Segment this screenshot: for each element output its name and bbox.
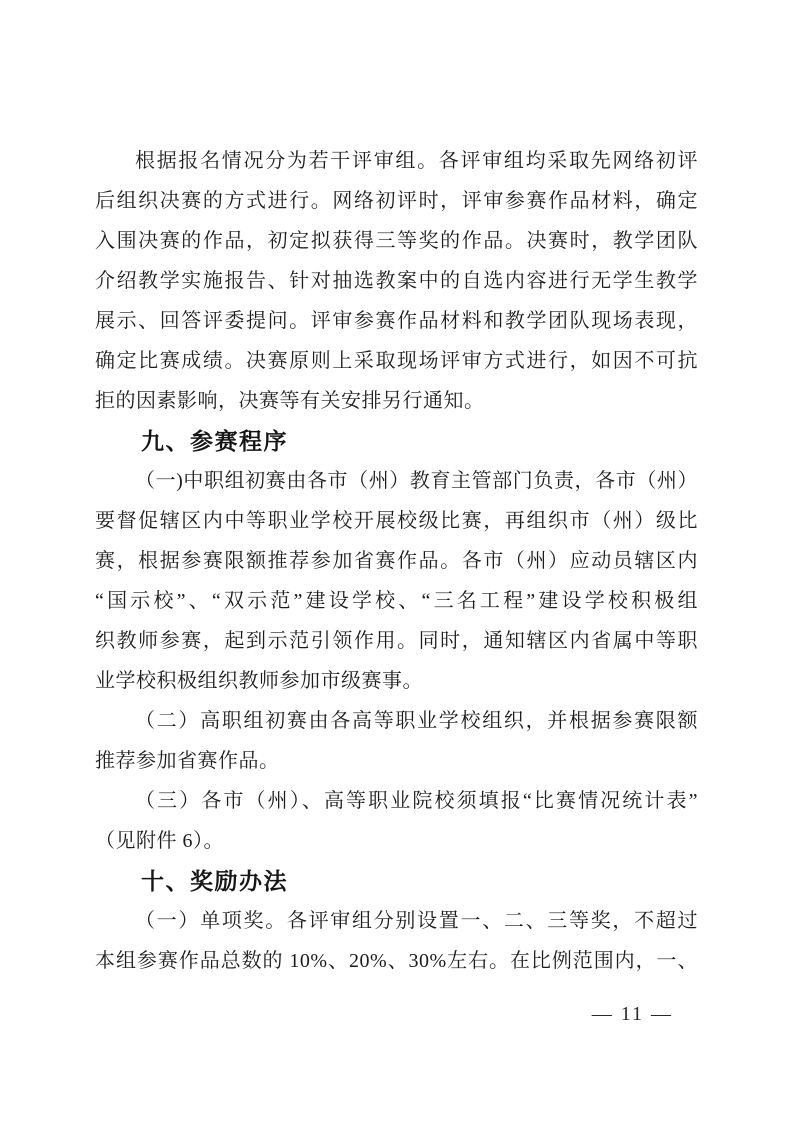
text-line: 确定比赛成绩。决赛原则上采取现场评审方式进行，如因不可抗: [95, 350, 698, 372]
paragraph: [95, 901, 698, 981]
text-line: （二）高职组初赛由各高等职业学校组织，并根据参赛限额: [135, 710, 698, 732]
text-line: 展示、回答评委提问。评审参赛作品材料和教学团队现场表现，: [95, 310, 698, 332]
paragraph: [95, 701, 698, 781]
text-line: 入围决赛的作品，初定拟获得三等奖的作品。决赛时，教学团队: [95, 230, 698, 252]
text-line: “国示校”、“双示范”建设学校、“三名工程”建设学校积极组: [95, 590, 698, 612]
page-number: — 11 —: [591, 1003, 673, 1025]
text-line: （三）各市（州）、高等职业院校须填报“比赛情况统计表”: [135, 790, 698, 812]
text-line: （见附件 6）。: [95, 830, 224, 852]
section-heading-10: 十、奖励办法: [141, 868, 288, 894]
text-line: （一)中职组初赛由各市（州）教育主管部门负责，各市（州）: [135, 470, 698, 492]
paragraph: [95, 141, 698, 421]
text-line: 业学校积极组织教师参加市级赛事。: [95, 670, 423, 692]
paragraph: [95, 461, 698, 701]
section-heading-9: 九、参赛程序: [141, 428, 288, 454]
paragraph: [95, 781, 698, 861]
document-body: [95, 141, 698, 981]
text-line: 介绍教学实施报告、针对抽选教案中的自选内容进行无学生教学: [95, 270, 698, 292]
text-line: （一）单项奖。各评审组分别设置一、二、三等奖，不超过: [135, 910, 698, 932]
text-line: 根据报名情况分为若干评审组。各评审组均采取先网络初评: [135, 150, 698, 172]
text-line: 推荐参加省赛作品。: [95, 750, 280, 772]
text-line: 赛，根据参赛限额推荐参加省赛作品。各市（州）应动员辖区内: [95, 550, 698, 572]
text-line: 本组参赛作品总数的 10%、20%、30%左右。在比例范围内，一、: [95, 950, 698, 972]
text-line: 要督促辖区内中等职业学校开展校级比赛，再组织市（州）级比: [95, 510, 698, 532]
text-line: 拒的因素影响，决赛等有关安排另行通知。: [95, 390, 485, 412]
text-line: 织教师参赛，起到示范引领作用。同时，通知辖区内省属中等职: [95, 630, 698, 652]
text-line: 后组织决赛的方式进行。网络初评时，评审参赛作品材料，确定: [95, 190, 698, 212]
